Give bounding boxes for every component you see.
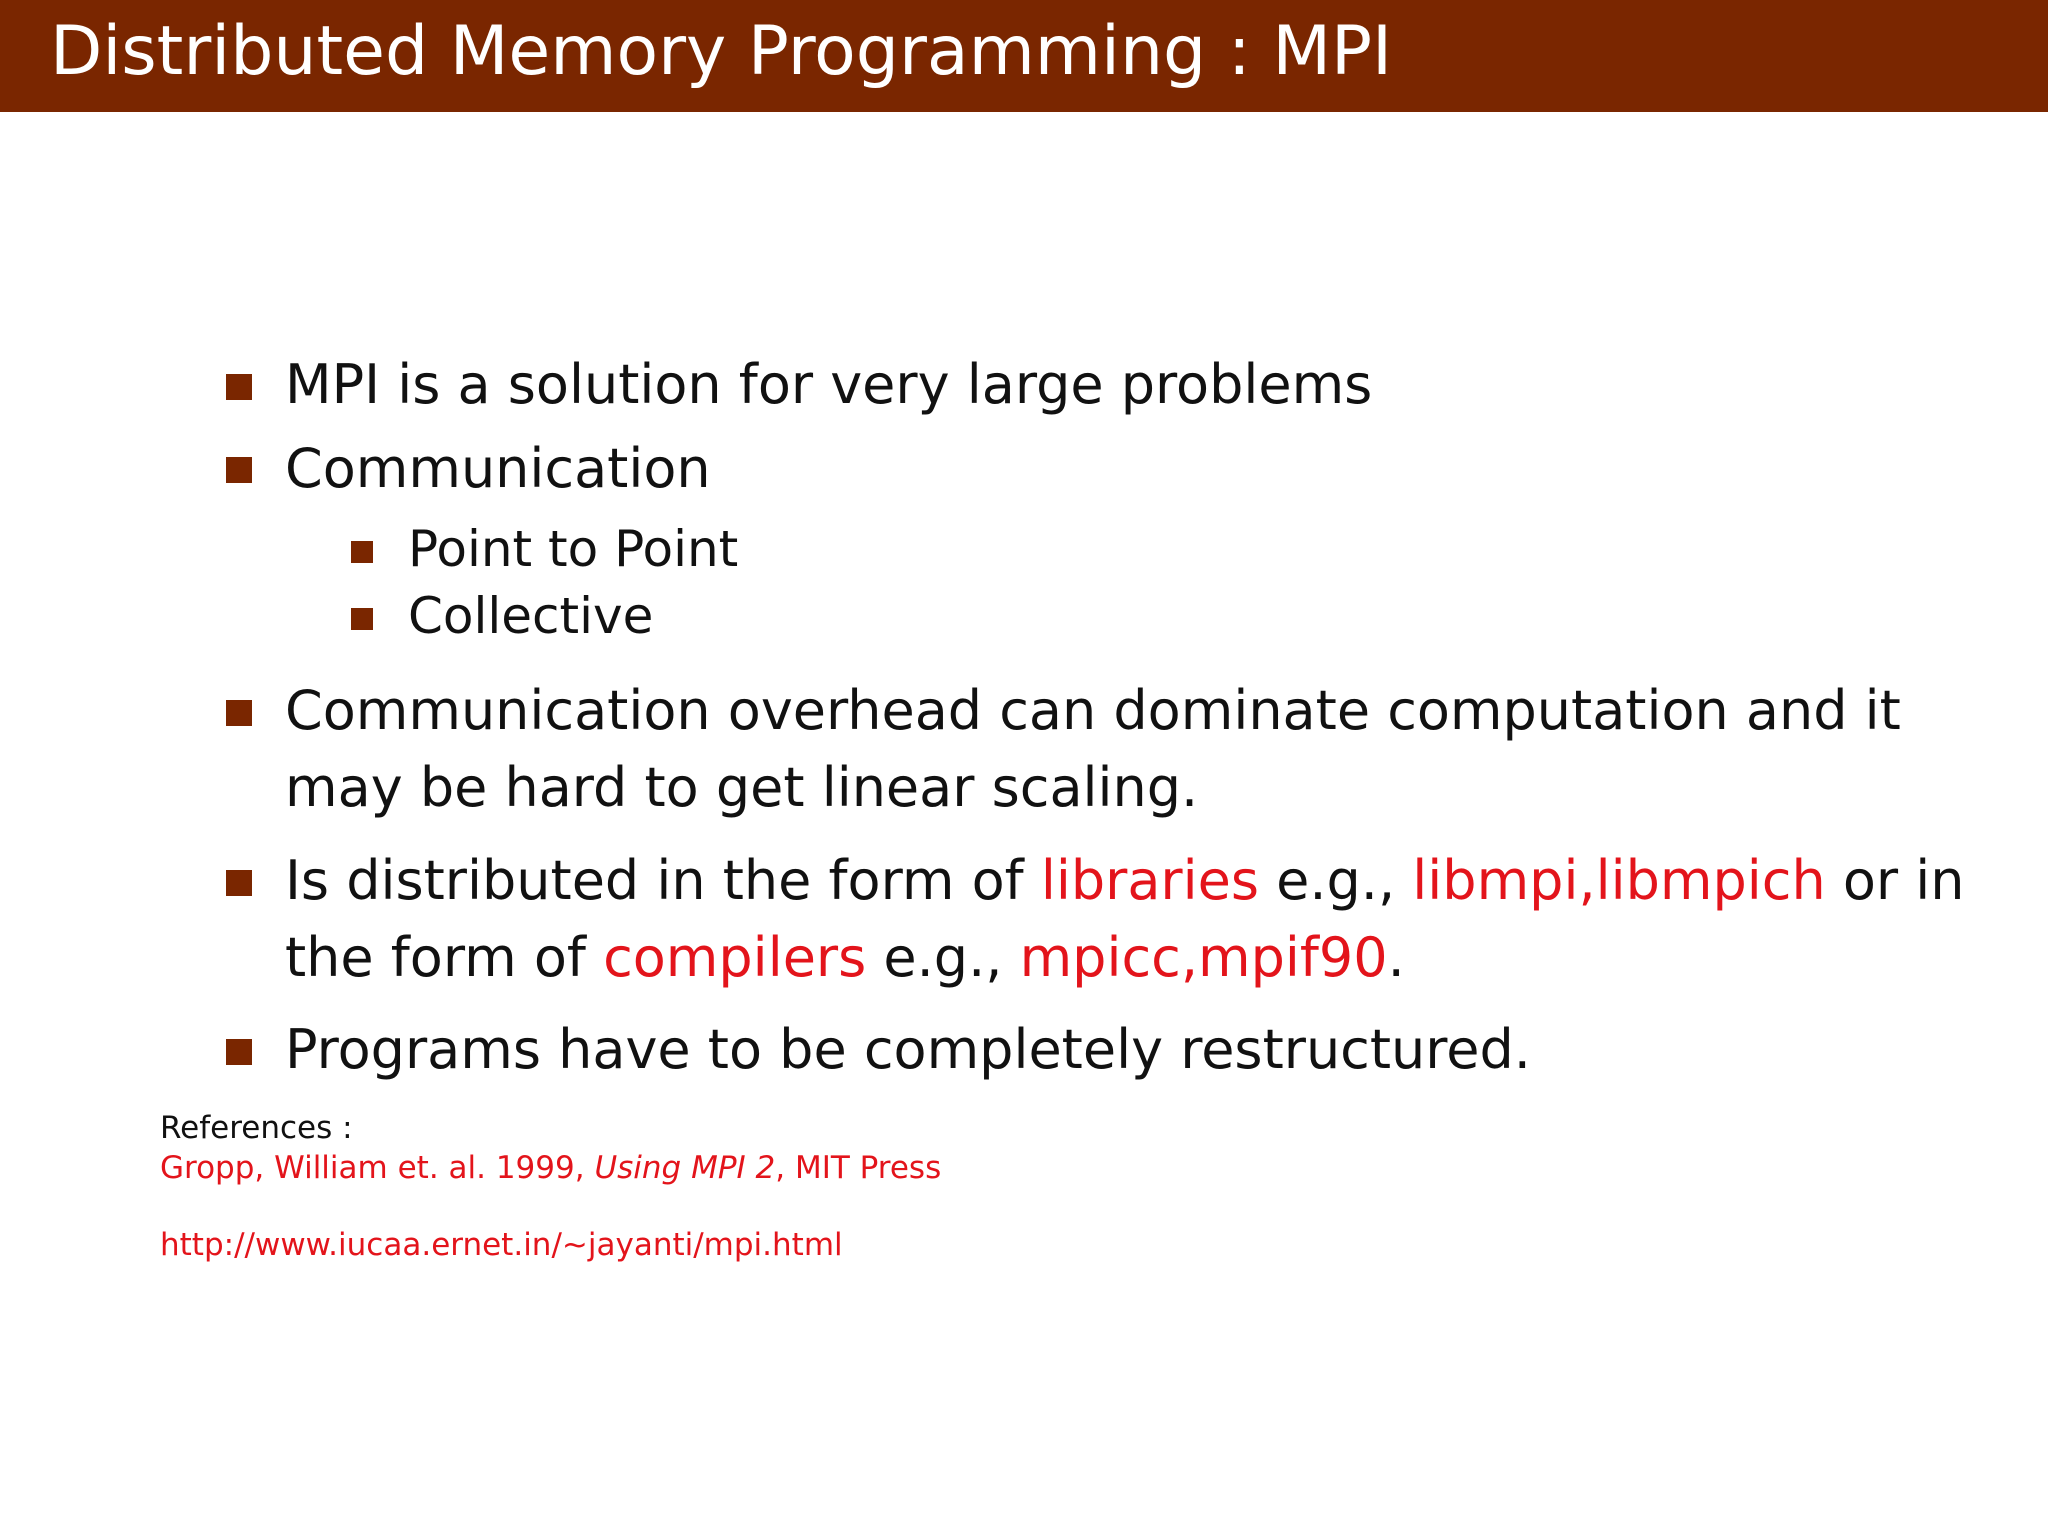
citation-author: Gropp, William et. al. 1999, [160,1150,595,1186]
bullet-text: Is distributed in the form of [285,849,1041,912]
sub-bullet-marker [351,608,373,630]
bullet-text: e.g., [866,926,1020,989]
bullet-marker [226,700,252,726]
bullet-text: or in [1825,849,1965,912]
bullet-item: Programs have to be completely restructured. [285,1018,1531,1081]
bullet-item: MPI is a solution for very large problems [285,353,1373,416]
bullet-marker [226,374,252,400]
bullet-text: . [1387,926,1405,989]
citation-publisher: , MIT Press [775,1150,942,1186]
slide-title: Distributed Memory Programming : MPI [50,12,1393,91]
bullet-marker [226,870,252,896]
highlight-compilers: compilers [603,926,867,989]
bullet-text: e.g., [1258,849,1413,912]
bullet-marker [226,457,252,483]
sub-bullet-marker [351,541,373,563]
sub-bullet-item: Point to Point [408,520,739,578]
reference-url[interactable]: http://www.iucaa.ernet.in/∼jayanti/mpi.html [160,1227,843,1263]
bullet-item-line [285,842,1965,920]
bullet-marker [226,1039,252,1065]
bullet-item-line: Communication overhead can dominate computation and it [285,679,1901,742]
references [160,1108,941,1188]
bullet-text: the form of [285,926,604,989]
sub-bullet-item: Collective [408,587,654,645]
highlight-libraries: libraries [1040,849,1259,912]
title-bar [0,0,2048,112]
citation-title: Using MPI 2 [594,1150,776,1186]
bullet-item-line: may be hard to get linear scaling. [285,756,1199,819]
highlight-library-names: libmpi,libmpich [1412,849,1826,912]
reference-citation [160,1148,941,1188]
bullet-item: Communication [285,437,711,500]
bullet-item-line [285,919,1405,997]
references-label: References : [160,1110,353,1146]
highlight-compiler-names: mpicc,mpif90 [1019,926,1388,989]
